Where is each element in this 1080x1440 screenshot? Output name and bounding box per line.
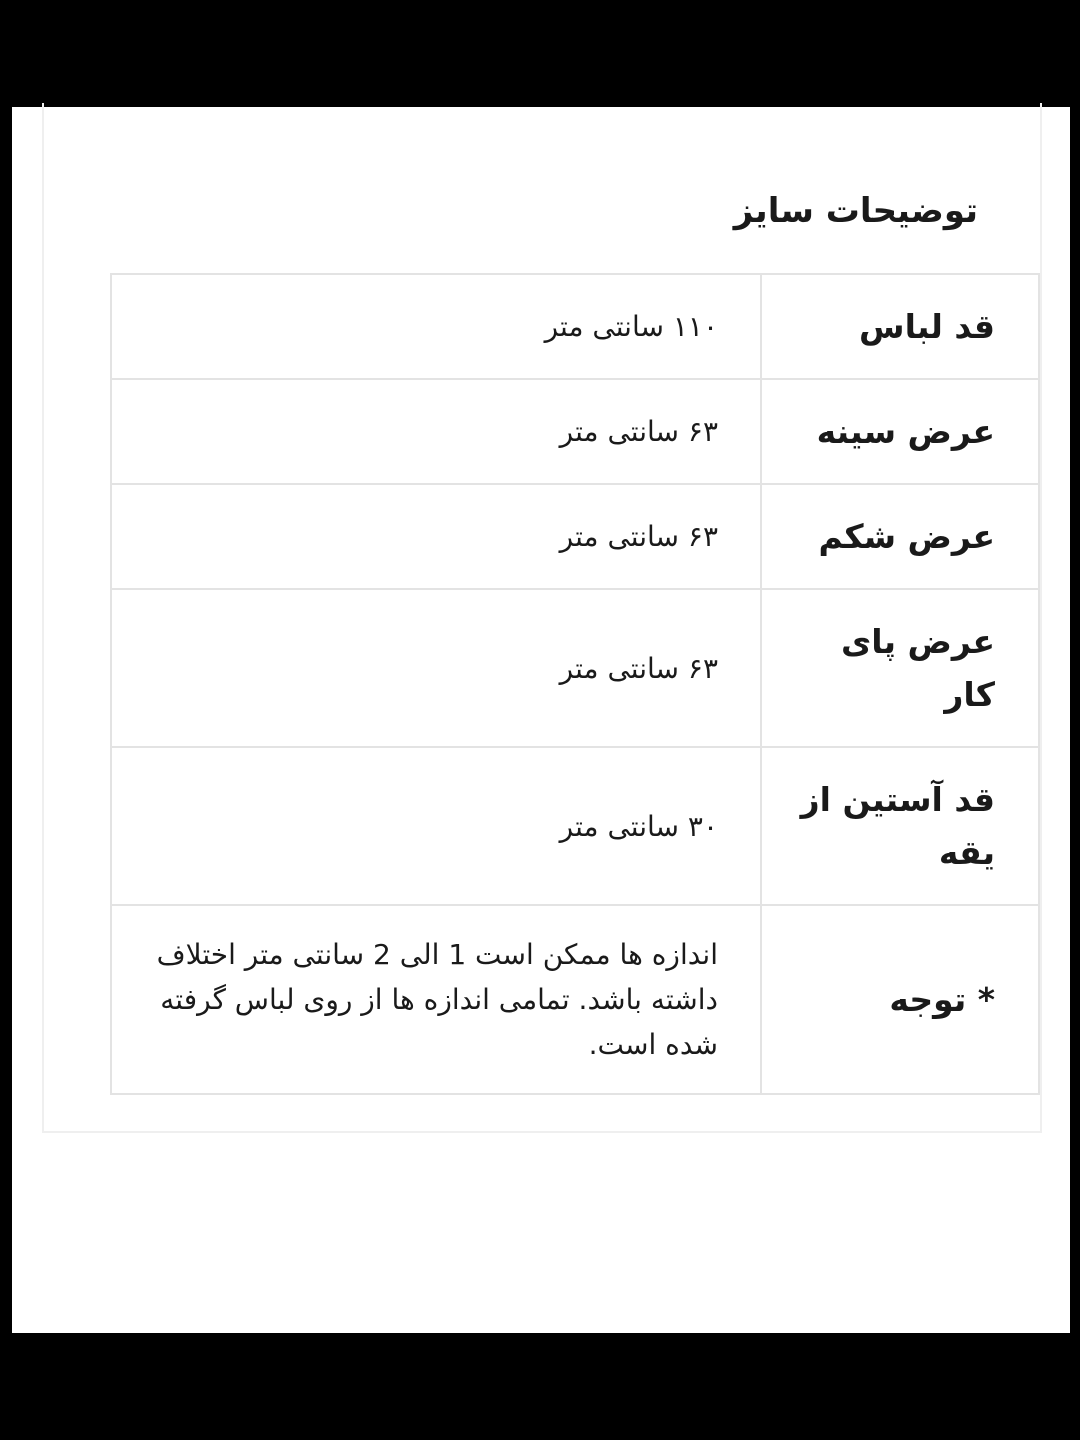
row-value: ۶۳ سانتی متر (111, 589, 761, 747)
table-row-note (111, 905, 1039, 1094)
row-label: عرض سینه (761, 379, 1039, 484)
note-text: اندازه ها ممکن است 1 الی 2 سانتی متر اختلاف داشته باشد. تمامی اندازه ها از روی لباس گرفته شده است. (111, 905, 761, 1094)
row-label: عرض شکم (761, 484, 1039, 589)
row-value: ۱۱۰ سانتی متر (111, 274, 761, 379)
table-row-sleeve-length (111, 747, 1039, 905)
row-label: * توجه (761, 905, 1039, 1094)
row-value: ۳۰ سانتی متر (111, 747, 761, 905)
size-table (110, 273, 1040, 1095)
size-description-card (42, 103, 1042, 1133)
table-row-belly-width (111, 484, 1039, 589)
content-page (12, 107, 1070, 1333)
row-label: قد آستین از یقه (761, 747, 1039, 905)
table-row-hem-width (111, 589, 1039, 747)
section-title: توضیحات سایز (733, 191, 978, 231)
table-row-dress-length (111, 274, 1039, 379)
row-label: عرض پای کار (761, 589, 1039, 747)
table-row-chest-width (111, 379, 1039, 484)
row-label: قد لباس (761, 274, 1039, 379)
row-value: ۶۳ سانتی متر (111, 484, 761, 589)
row-value: ۶۳ سانتی متر (111, 379, 761, 484)
